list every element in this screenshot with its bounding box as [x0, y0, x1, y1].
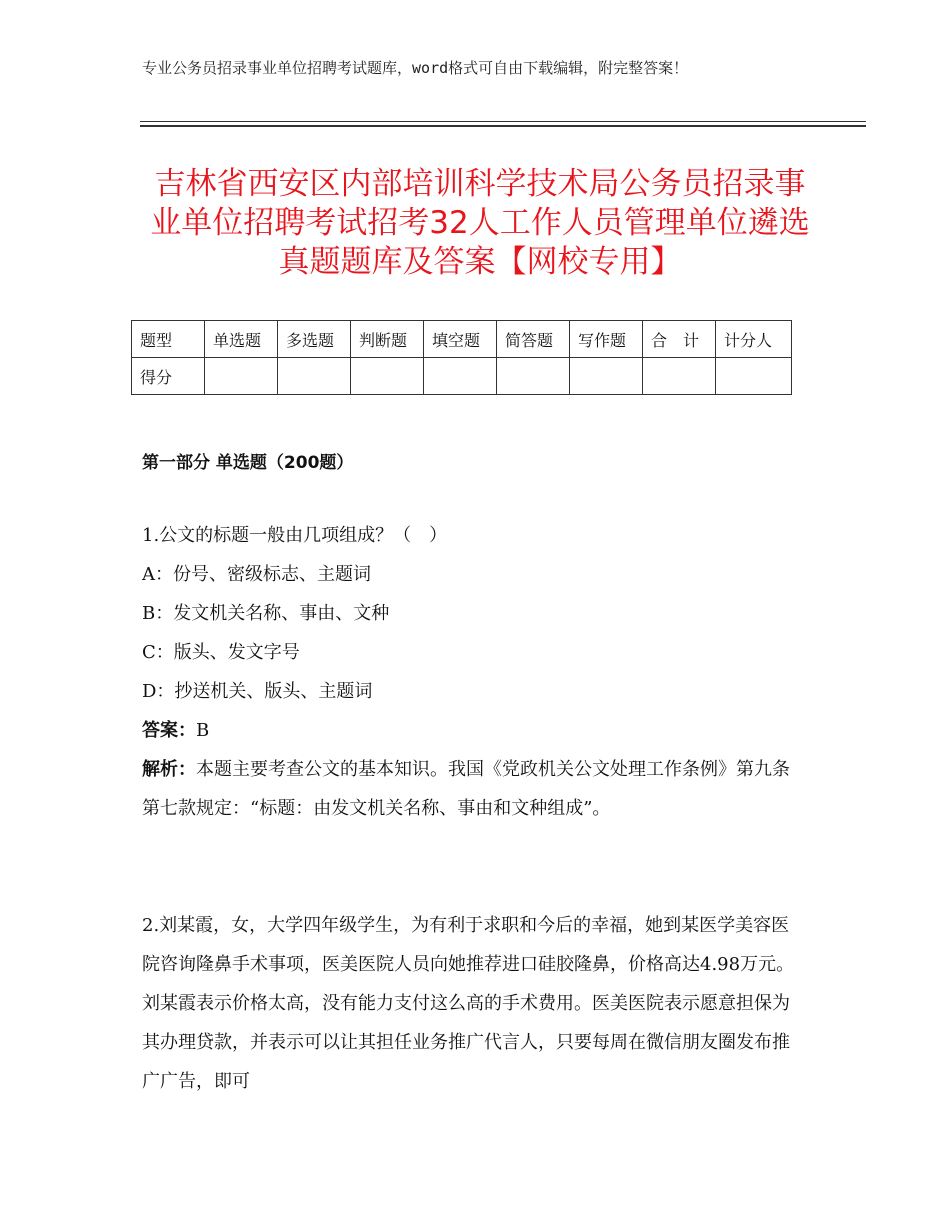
- option-b: B：发文机关名称、事由、文种: [142, 603, 390, 624]
- score-cell: [570, 358, 643, 395]
- header-cell: 计分人: [716, 321, 792, 358]
- analysis-block: [142, 750, 802, 828]
- header-cell: 写作题: [570, 321, 643, 358]
- option-d: D：抄送机关、版头、主题词: [142, 681, 373, 702]
- score-table: [131, 320, 792, 395]
- section-title: 第一部分 单选题（200题）: [142, 453, 354, 473]
- score-cell: [278, 358, 351, 395]
- question-1: [142, 516, 802, 828]
- header-rule-thick: [140, 125, 866, 127]
- analysis-text: 本题主要考查公文的基本知识。我国《党政机关公文处理工作条例》第九条第七款规定：“标题：由发文机关名称、事由和文种组成”。: [142, 759, 790, 819]
- score-table-header-row: [132, 321, 792, 358]
- answer-value: B: [196, 720, 210, 741]
- score-cell: [424, 358, 497, 395]
- score-cell: [716, 358, 792, 395]
- analysis-label: 解析：: [142, 759, 196, 780]
- option-a: A：份号、密级标志、主题词: [142, 564, 371, 585]
- score-table-score-row: [132, 358, 792, 395]
- question-2: [142, 906, 802, 1101]
- answer-label: 答案：: [142, 720, 196, 741]
- score-cell: [497, 358, 570, 395]
- question-stem: 1.公文的标题一般由几项组成？（ ）: [142, 525, 448, 546]
- header-cell: 填空题: [424, 321, 497, 358]
- answer-line: [142, 711, 802, 750]
- document-title: 吉林省西安区内部培训科学技术局公务员招录事业单位招聘考试招考32人工作人员管理单位遴选真题题库及答案【网校专用】: [150, 166, 810, 280]
- score-cell: [643, 358, 716, 395]
- header-cell: 合 计: [643, 321, 716, 358]
- header-cell: 单选题: [205, 321, 278, 358]
- score-row-label: 得分: [132, 358, 205, 395]
- question-stem: 2.刘某霞，女，大学四年级学生，为有利于求职和今后的幸福，她到某医学美容医院咨询隆鼻手术事项，医美医院人员向她推荐进口硅胶隆鼻，价格高达4.98万元。刘某霞表示价格太高，没有能力支付这么高的手术费用。医美医院表示愿意担保为其办理贷款，并表示可以让其担任业务推广代言人，只要每周在微信朋友圈发布推广广告，即可: [142, 915, 795, 1092]
- header-rule-thin: [140, 121, 866, 122]
- option-c: C：版头、发文字号: [142, 642, 300, 663]
- score-cell: [351, 358, 424, 395]
- header-cell: 题型: [132, 321, 205, 358]
- header-cell: 多选题: [278, 321, 351, 358]
- header-cell: 简答题: [497, 321, 570, 358]
- score-cell: [205, 358, 278, 395]
- header-cell: 判断题: [351, 321, 424, 358]
- header-note: 专业公务员招录事业单位招聘考试题库，word格式可自由下载编辑，附完整答案！: [142, 59, 689, 77]
